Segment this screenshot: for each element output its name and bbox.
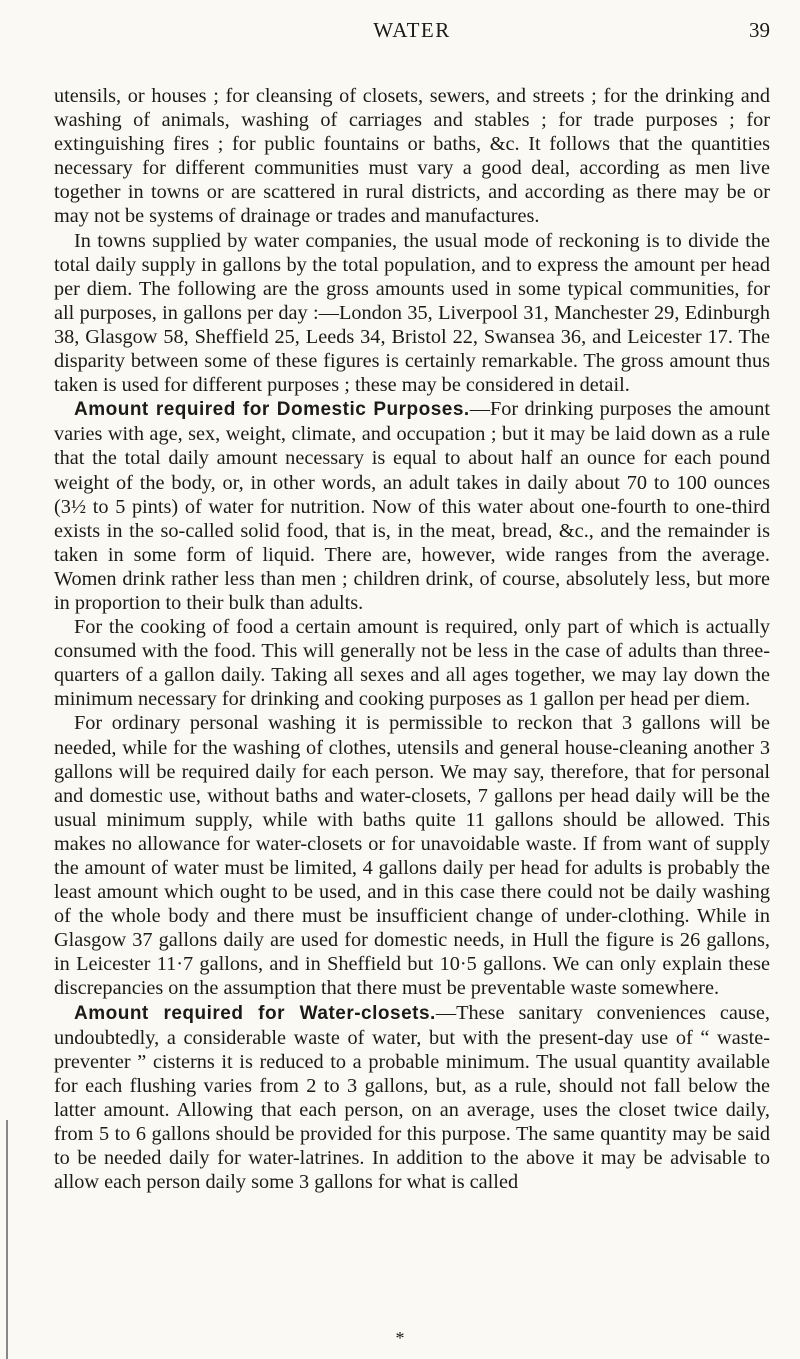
paragraph-1: utensils, or houses ; for cleansing of closets, sewers, and streets ; for the drinking and washing of animals, washing of carriages and stables ; for trade purposes ; for extinguishing fires ; for public fountains or baths, &c. It follows that the quantities necessary for different communities must vary a good deal, according as men live together in towns or are scattered in rural districts, and according as there may be or may not be systems of drainage or trades and manufactures.	[54, 85, 770, 228]
paragraph-water-closets-body: —These sanitary conveniences cause, undoubtedly, a considerable waste of water, but with the present-day use of “ waste-preventer ” cisterns it is reduced to a probable minimum. The usual quantity available for each flushing varies from 2 to 3 gallons, but, as a rule, should not fall below the latter amount. Allowing that each person, on an average, uses the closet twice daily, from 5 to 6 gallons should be provided for this purpose. The same quantity may be said to be needed daily for water-latrines. In addition to the above it may be advisable to allow each person daily some 3 gallons for what is called	[54, 1001, 770, 1194]
paragraph-cooking: For the cooking of food a certain amount is required, only part of which is actually consumed with the food. This will generally not be less in the case of adults than three-quarters of a gallon daily. Taking all sexes and all ages together, we may lay down the minimum necessary for drinking and cooking purposes as 1 gallon per head per diem.	[54, 616, 770, 711]
page-number: 39	[749, 18, 770, 42]
section-heading-water-closets: Amount required for Water-closets.	[74, 1002, 436, 1024]
paragraph-domestic-purposes	[54, 397, 770, 615]
page-header	[54, 18, 770, 48]
paragraph-domestic-purposes-body: —For drinking purposes the amount varies with age, sex, weight, climate, and occupation ; but it may be laid down as a rule that the total daily amount necessary is equal to about half an ounce for each pound weight of the body, or, in other words, an adult takes in daily about 70 to 100 ounces (3½ to 5 pints) of water for nutrition. Now of this water about one-fourth to one-third exists in the so-called solid food, that is, in the meat, bread, &c., and the remainder is taken in some form of liquid. There are, however, wide ranges from the average. Women drink rather less than men ; children drink, of course, absolutely less, but more in proportion to their bulk than adults.	[54, 398, 770, 614]
paragraph-2: In towns supplied by water companies, the usual mode of reckoning is to divide the total daily supply in gallons by the total population, and to express the amount per head per diem. The following are the gross amounts used in some typical communities, for all purposes, in gallons per day :—London 35, Liverpool 31, Manchester 29, Edinburgh 38, Glasgow 58, Sheffield 25, Leeds 34, Bristol 22, Swansea 36, and Leicester 17. The disparity between some of these figures is certainly remarkable. The gross amount thus taken is used for different purposes ; these may be considered in detail.	[54, 229, 770, 397]
paragraph-personal-washing: For ordinary personal washing it is permissible to reckon that 3 gallons will be needed, while for the washing of clothes, utensils and general house-cleaning another 3 gallons will be required daily for each person. We may say, therefore, that for personal and domestic use, without baths and water-closets, 7 gallons per head daily will be the usual minimum supply, while with baths quite 11 gallons should be allowed. This makes no allowance for water-closets or for unavoidable waste. If from want of supply the amount of water must be limited, 4 gallons daily per head for adults is probably the least amount which ought to be used, and in this case there could not be daily washing of the whole body and there must be insufficient change of under-clothing. While in Glasgow 37 gallons daily are used for domestic needs, in Hull the figure is 26 gallons, in Leicester 11·7 gallons, and in Sheffield but 10·5 gallons. We can only explain these discrepancies on the assumption that there must be preventable waste somewhere.	[54, 712, 770, 1000]
running-head: WATER	[373, 18, 451, 42]
signature-mark: *	[395, 1328, 405, 1348]
paragraph-water-closets	[54, 1001, 770, 1195]
section-heading-domestic-purposes: Amount required for Domestic Purposes.	[74, 399, 470, 421]
page-edge-shadow	[6, 1120, 8, 1359]
body-text	[54, 84, 770, 1194]
